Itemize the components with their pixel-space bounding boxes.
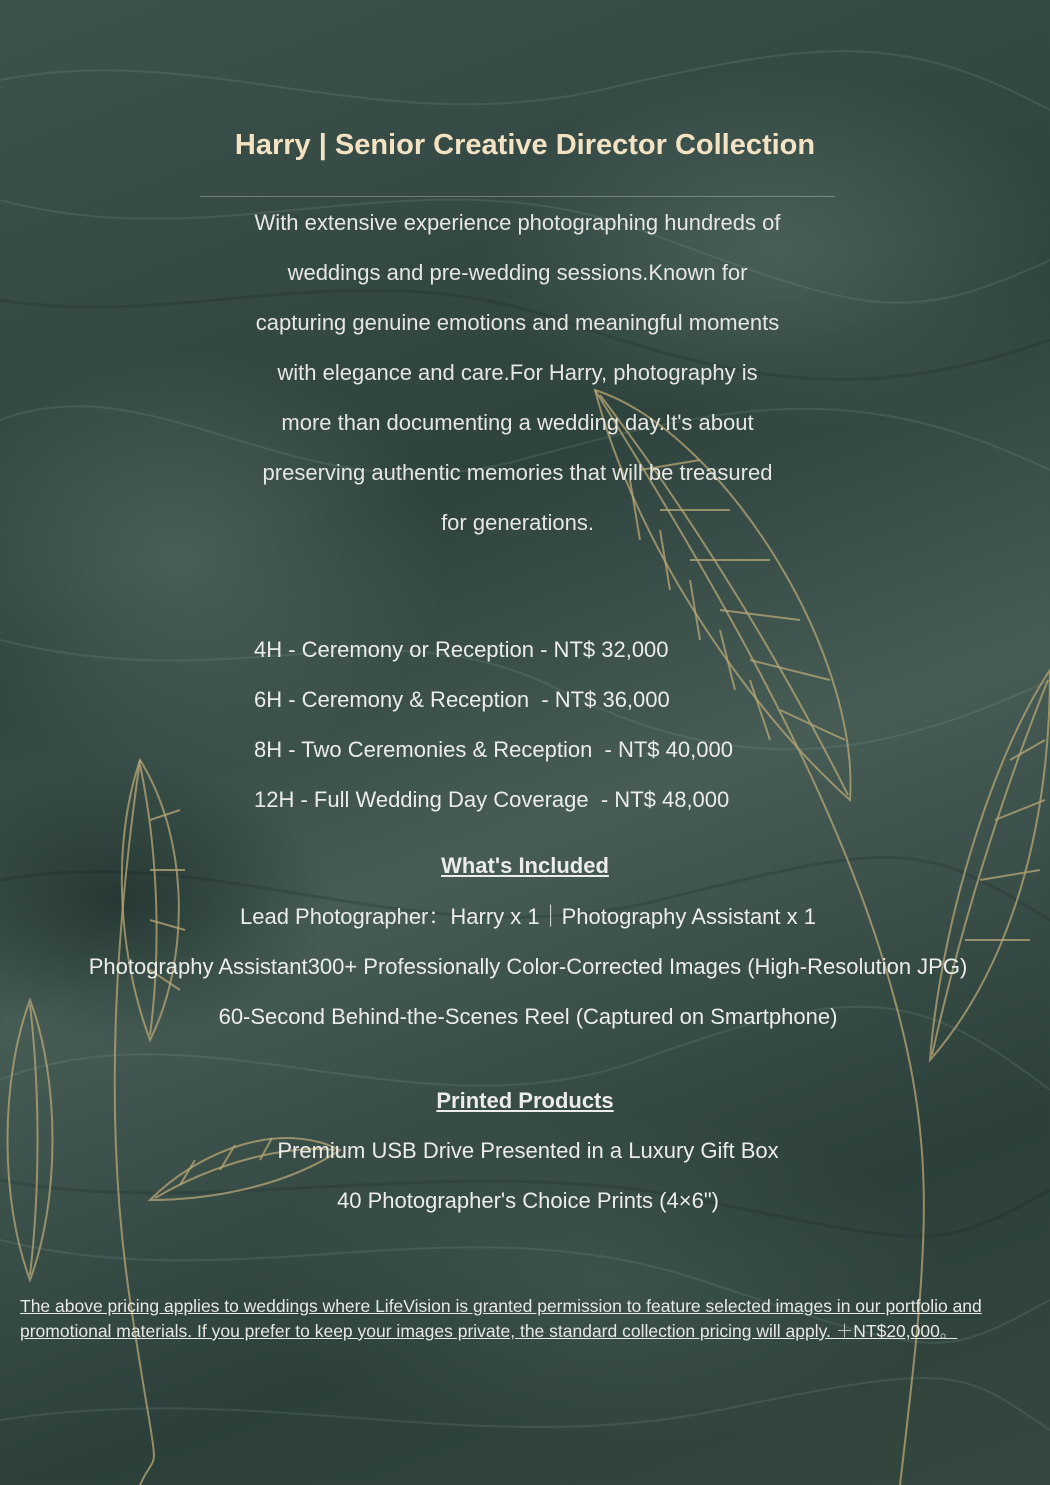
title-divider <box>200 196 835 197</box>
pricing-item: 8H - Two Ceremonies & Reception - NT$ 40,000 <box>254 737 733 762</box>
pricing-item: 4H - Ceremony or Reception - NT$ 32,000 <box>254 637 669 662</box>
included-heading: What's Included <box>441 853 609 878</box>
printed-item: Premium USB Drive Presented in a Luxury Gift Box <box>277 1138 779 1163</box>
pricing-item: 6H - Ceremony & Reception - NT$ 36,000 <box>254 687 670 712</box>
included-item: 60-Second Behind-the-Scenes Reel (Captured on Smartphone) <box>218 1004 838 1029</box>
page-title: Harry | Senior Creative Director Collection <box>234 129 816 161</box>
printed-item: 40 Photographer's Choice Prints (4×6") <box>337 1188 719 1213</box>
intro-paragraph: With extensive experience photographing hundreds of weddings and pre-wedding sessions.Known for capturing genuine emotions and meaningful moments with elegance and care.For Harry, photography is more than documenting a wedding day.It's about preserving authentic memories that will be treasured for generations. <box>254 210 781 535</box>
printed-products-list <box>0 1126 1050 1226</box>
printed-products-heading: Printed Products <box>436 1088 614 1113</box>
pricing-item: 12H - Full Wedding Day Coverage - NT$ 48,000 <box>254 787 730 812</box>
included-item: Photography Assistant300+ Professionally Color-Corrected Images (High-Resolution JPG) <box>88 954 968 979</box>
pricing-list <box>254 625 894 825</box>
included-list <box>0 892 1050 1042</box>
pricing-note: The above pricing applies to weddings where LifeVision is granted permission to feature selected images in our portfolio and promotional materials. If you prefer to keep your images private, the standard collection pricing will apply. ＋NT$20,000。 <box>20 1296 982 1341</box>
included-item: Lead Photographer：Harry x 1｜Photography Assistant x 1 <box>240 904 816 929</box>
